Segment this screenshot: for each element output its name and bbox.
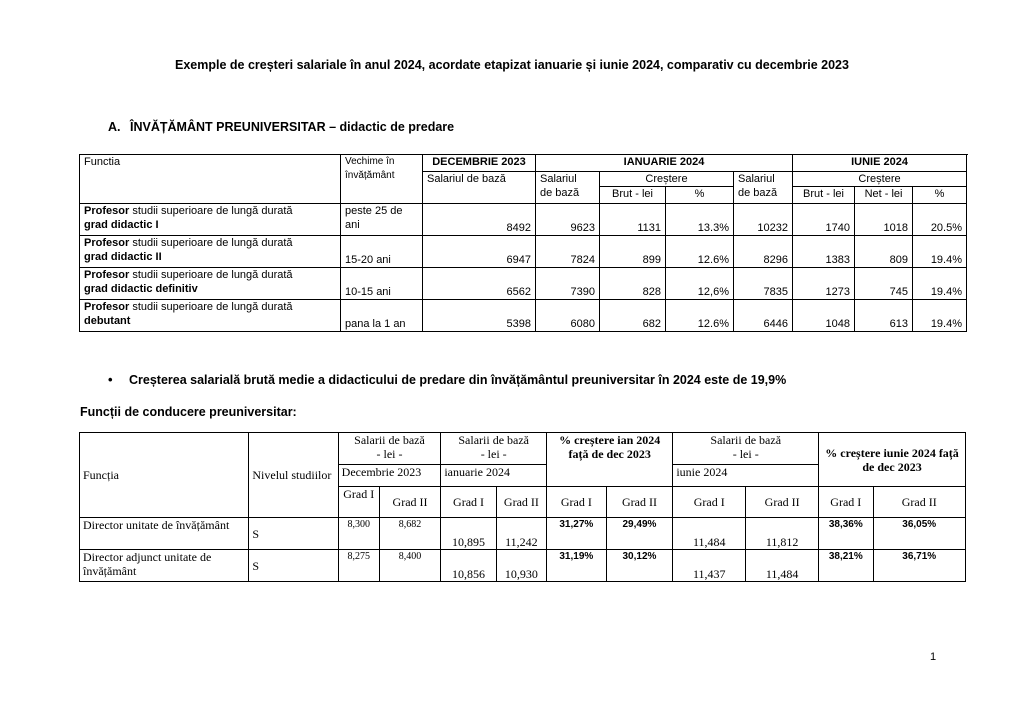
- section-a-letter: A.: [108, 120, 121, 134]
- row-iun: 6446: [734, 300, 793, 332]
- row-ian-ii: 11,242: [496, 518, 546, 550]
- row-iun-i: 11,437: [673, 550, 746, 582]
- row-nivel: S: [249, 518, 338, 550]
- header-salarii-dec: Salarii de bază - lei -: [338, 433, 441, 465]
- salary-table-conducere: [79, 432, 966, 582]
- row-pct-iun-ii: 36,71%: [873, 550, 966, 582]
- row-nivel: S: [249, 550, 338, 582]
- row-iun-ii: 11,812: [746, 518, 819, 550]
- header-grad-ii: Grad II: [606, 487, 673, 518]
- section-a-heading: [108, 120, 454, 134]
- header-functia: Funcția: [80, 433, 249, 518]
- header-pct-ian: %: [666, 187, 734, 204]
- row-vechime: peste 25 de ani: [341, 204, 423, 236]
- row-ian: 7824: [536, 236, 600, 268]
- row-pct-iun-ii: 36,05%: [873, 518, 966, 550]
- header-salarii-iun: Salarii de bază - lei -: [673, 433, 819, 465]
- row-dec: 5398: [423, 300, 536, 332]
- row-ian: 9623: [536, 204, 600, 236]
- header-grad-i: Grad I: [547, 487, 607, 518]
- row-iun-net: 745: [855, 268, 913, 300]
- header-grad-i: Grad I: [338, 487, 379, 518]
- row-iun: 7835: [734, 268, 793, 300]
- header-pct-ian: % creștere ian 2024 față de dec 2023: [547, 433, 673, 487]
- header-grad-ii: Grad II: [496, 487, 546, 518]
- header-crestere-iun: Creștere: [793, 172, 967, 187]
- row-iun-net: 809: [855, 236, 913, 268]
- row-functia: Profesor studii superioare de lungă durată grad didactic definitiv: [80, 268, 341, 300]
- row-iun-net: 613: [855, 300, 913, 332]
- header-iun-2024: iunie 2024: [673, 465, 819, 487]
- row-ian: 7390: [536, 268, 600, 300]
- header-iun-2024: IUNIE 2024: [793, 155, 967, 172]
- row-pct-iun-i: 38,21%: [819, 550, 873, 582]
- salary-table-didactic: [79, 154, 967, 332]
- row-iun-pct: 19.4%: [913, 300, 967, 332]
- row-ian-i: 10,895: [441, 518, 496, 550]
- row-ian-brut: 1131: [600, 204, 666, 236]
- row-iun-brut: 1273: [793, 268, 855, 300]
- row-iun-i: 11,484: [673, 518, 746, 550]
- row-iun-pct: 19.4%: [913, 268, 967, 300]
- row-pct-ian-i: 31,27%: [547, 518, 607, 550]
- header-grad-ii: Grad II: [746, 487, 819, 518]
- row-ian-i: 10,856: [441, 550, 496, 582]
- header-grad-ii: Grad II: [873, 487, 966, 518]
- page-number: 1: [930, 651, 937, 663]
- header-functia: Functia: [80, 155, 341, 204]
- row-iun-pct: 19.4%: [913, 236, 967, 268]
- table-row: [80, 550, 966, 582]
- header-grad-i: Grad I: [673, 487, 746, 518]
- row-iun-ii: 11,484: [746, 550, 819, 582]
- header-brut-ian: Brut - lei: [600, 187, 666, 204]
- table-row: [80, 236, 967, 268]
- table-row: [80, 518, 966, 550]
- header-pct-iun: % creștere iunie 2024 față de dec 2023: [819, 433, 966, 487]
- row-functia: Director unitate de învățământ: [80, 518, 249, 550]
- row-iun: 10232: [734, 204, 793, 236]
- row-ian-brut: 682: [600, 300, 666, 332]
- row-dec-ii: 8,400: [379, 550, 441, 582]
- header-dec-2023: DECEMBRIE 2023: [423, 155, 536, 172]
- page-title: Exemple de creșteri salariale în anul 2024, acordate etapizat ianuarie și iunie 2024, comparativ cu decembrie 2023: [175, 58, 849, 72]
- header-crestere-ian: Creștere: [600, 172, 734, 187]
- row-dec: 8492: [423, 204, 536, 236]
- row-functia: Profesor studii superioare de lungă durată grad didactic I: [80, 204, 341, 236]
- row-ian-brut: 828: [600, 268, 666, 300]
- row-ian-pct: 12.6%: [666, 300, 734, 332]
- row-dec-i: 8,300: [338, 518, 379, 550]
- row-ian-pct: 13.3%: [666, 204, 734, 236]
- row-pct-iun-i: 38,36%: [819, 518, 873, 550]
- average-increase-bullet: [108, 372, 786, 387]
- header-ian-2024: ianuarie 2024: [441, 465, 547, 487]
- header-net-iun: Net - lei: [855, 187, 913, 204]
- header-nivel: Nivelul studiilor: [249, 433, 338, 518]
- row-vechime: 10-15 ani: [341, 268, 423, 300]
- row-pct-ian-i: 31,19%: [547, 550, 607, 582]
- header-salariul-baza-iun: Salariul de bază: [734, 172, 793, 204]
- header-salariul-baza-ian: Salariul de bază: [536, 172, 600, 204]
- header-pct-iun: %: [913, 187, 967, 204]
- header-ian-2024: IANUARIE 2024: [536, 155, 793, 172]
- row-iun-net: 1018: [855, 204, 913, 236]
- row-iun: 8296: [734, 236, 793, 268]
- row-vechime: pana la 1 an: [341, 300, 423, 332]
- row-functia: Director adjunct unitate de învățământ: [80, 550, 249, 582]
- header-dec-2023: Decembrie 2023: [338, 465, 441, 487]
- row-ian: 6080: [536, 300, 600, 332]
- management-subtitle: Funcții de conducere preuniversitar:: [80, 405, 297, 419]
- row-functia: Profesor studii superioare de lungă durată debutant: [80, 300, 341, 332]
- table-row: [80, 204, 967, 236]
- row-iun-brut: 1740: [793, 204, 855, 236]
- header-brut-iun: Brut - lei: [793, 187, 855, 204]
- row-ian-pct: 12.6%: [666, 236, 734, 268]
- row-vechime: 15-20 ani: [341, 236, 423, 268]
- row-dec-i: 8,275: [338, 550, 379, 582]
- header-vechime: Vechime în învățământ: [341, 155, 423, 204]
- row-ian-brut: 899: [600, 236, 666, 268]
- average-increase-text: Creșterea salarială brută medie a didacticului de predare din învățământul preuniversitar în 2024 este de 19,9%: [129, 373, 787, 387]
- header-salarii-ian: Salarii de bază - lei -: [441, 433, 547, 465]
- table-row: [80, 300, 967, 332]
- header-grad-i: Grad I: [819, 487, 873, 518]
- bullet-icon: •: [108, 372, 113, 387]
- row-dec: 6947: [423, 236, 536, 268]
- row-ian-pct: 12,6%: [666, 268, 734, 300]
- row-dec: 6562: [423, 268, 536, 300]
- row-pct-ian-ii: 29,49%: [606, 518, 673, 550]
- table-row: [80, 268, 967, 300]
- row-ian-ii: 10,930: [496, 550, 546, 582]
- header-grad-ii: Grad II: [379, 487, 441, 518]
- row-iun-brut: 1048: [793, 300, 855, 332]
- header-grad-i: Grad I: [441, 487, 496, 518]
- row-dec-ii: 8,682: [379, 518, 441, 550]
- row-pct-ian-ii: 30,12%: [606, 550, 673, 582]
- row-functia: Profesor studii superioare de lungă durată grad didactic II: [80, 236, 341, 268]
- section-a-title: ÎNVĂȚĂMÂNT PREUNIVERSITAR – didactic de predare: [130, 120, 455, 134]
- row-iun-pct: 20.5%: [913, 204, 967, 236]
- header-salariul-baza-dec: Salariul de bază: [423, 172, 536, 204]
- row-iun-brut: 1383: [793, 236, 855, 268]
